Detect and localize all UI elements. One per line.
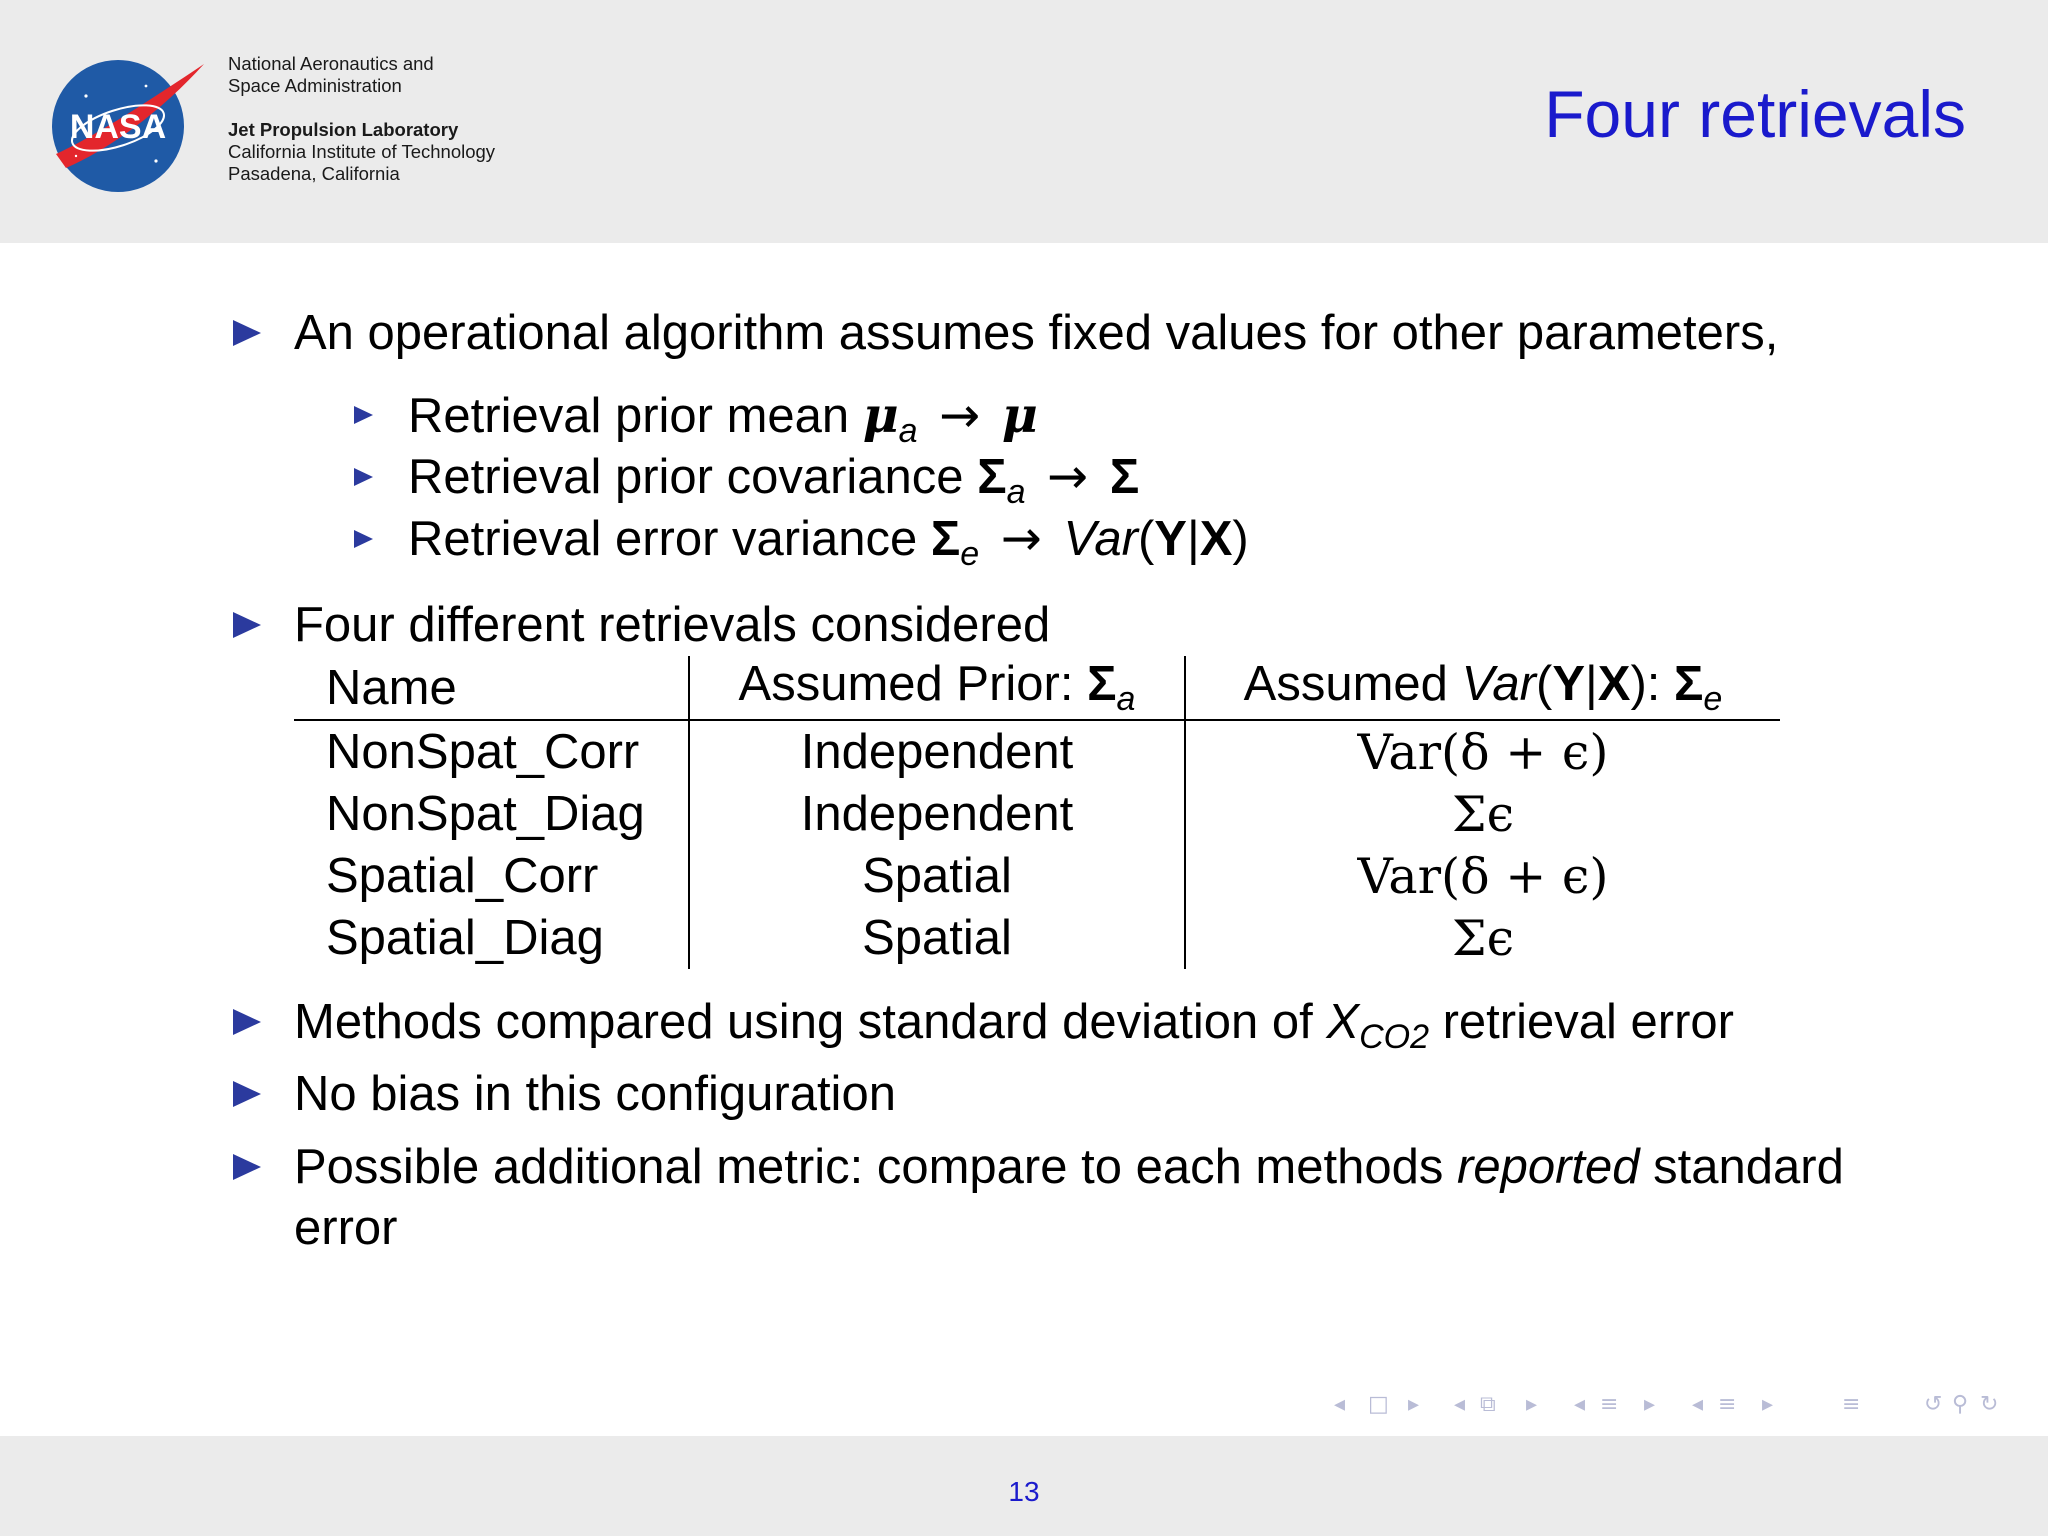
subscript-a: a	[1116, 680, 1136, 718]
y-symbol: Y	[1154, 512, 1187, 566]
arrow-symbol: →	[1000, 510, 1042, 567]
sub-bullet-3-text: Retrieval error variance	[408, 512, 918, 566]
bullet-4-text: No bias in this configuration	[294, 1067, 896, 1121]
subscript-e: e	[960, 535, 980, 573]
sub-bullet-1-text: Retrieval prior mean	[408, 389, 850, 443]
arrow-symbol: →	[939, 387, 981, 444]
cell-name: NonSpat_Diag	[326, 787, 645, 841]
nav-doc-icon[interactable]: ≡	[1718, 1392, 1737, 1417]
nasa-logo-icon	[46, 56, 206, 196]
organization-block	[228, 53, 495, 185]
cell-name: Spatial_Corr	[326, 849, 599, 903]
sub-bullet-3: Retrieval error variance $\Sigma_e \to Var(Y|X)$	[408, 510, 1249, 573]
table-row	[294, 907, 1780, 969]
mu-symbol: μ	[1001, 386, 1038, 444]
nav-section-icon[interactable]: ≡	[1600, 1392, 1619, 1417]
cell-name: Spatial_Diag	[326, 911, 604, 965]
bullet-marker	[233, 612, 261, 638]
sub-bullet-marker	[354, 406, 373, 424]
cell-variance: Σϵ	[1451, 909, 1515, 967]
sigma-symbol: Σ	[1109, 450, 1140, 504]
nav-prev-frame-icon[interactable]: ◂	[1334, 1392, 1346, 1417]
bullet-1-text: An operational algorithm assumes fixed values for other parameters,	[294, 306, 1779, 360]
lab-line-2: California Institute of Technology	[228, 141, 496, 162]
nav-next-subsection-icon[interactable]: ▸	[1526, 1392, 1538, 1417]
cell-prior: Independent	[689, 720, 1185, 783]
slide-title: Four retrievals	[1544, 77, 1966, 151]
nav-prev-section-icon[interactable]: ◂	[1574, 1392, 1586, 1417]
sigma-symbol: Σ	[1087, 657, 1117, 711]
bullet-5-text: Possible additional metric: compare to each methods	[294, 1140, 1444, 1194]
header-prior-label: Assumed Prior:	[738, 657, 1074, 711]
x-symbol: X	[1199, 512, 1233, 566]
bullet-marker	[233, 1081, 261, 1107]
sigma-symbol: Σ	[977, 450, 1007, 504]
subscript-e: e	[1703, 680, 1723, 718]
cell-variance: Σϵ	[1451, 785, 1515, 843]
cell-variance: Var(δ + ϵ)	[1357, 847, 1609, 905]
arrow-symbol: →	[1047, 448, 1089, 505]
bullet-3-tail: retrieval error	[1442, 995, 1734, 1049]
slide-body	[0, 243, 2048, 1436]
retrievals-table	[294, 656, 1780, 969]
table-header-row	[294, 656, 1780, 720]
sigma-symbol: Σ	[930, 512, 961, 566]
table-row	[294, 845, 1780, 907]
org-line-1: National Aeronautics and	[228, 53, 434, 74]
cell-prior: Independent	[689, 783, 1185, 845]
slide-footer	[0, 1436, 2048, 1536]
nav-search-icon[interactable]: ⚲	[1952, 1392, 1969, 1417]
nav-subsection-icon[interactable]: ⧉	[1480, 1392, 1496, 1417]
cell-variance: Var(δ + ϵ)	[1357, 723, 1609, 781]
nav-next-section-icon[interactable]: ▸	[1644, 1392, 1656, 1417]
sub-bullet-marker	[354, 530, 373, 548]
var-symbol: Var	[1063, 512, 1138, 566]
subscript-a: a	[1006, 473, 1026, 511]
bullet-5	[294, 1138, 1844, 1196]
nav-back-icon[interactable]: ↺	[1924, 1392, 1943, 1417]
cell-prior: Spatial	[689, 907, 1185, 969]
bullet-3	[294, 993, 1734, 1066]
nav-forward-icon[interactable]: ↻	[1980, 1392, 1999, 1417]
x-symbol: X	[1597, 657, 1631, 711]
header-variance-label: Assumed	[1243, 657, 1448, 711]
nav-next-doc-icon[interactable]: ▸	[1762, 1392, 1774, 1417]
mu-symbol: μ	[862, 386, 899, 444]
org-line-2: Space Administration	[228, 75, 402, 96]
header-prior	[689, 656, 1185, 720]
bullet-marker	[233, 1009, 261, 1035]
bullet-3-text: Methods compared using standard deviation of	[294, 995, 1313, 1049]
lab-line-3: Pasadena, California	[228, 163, 400, 184]
y-symbol: Y	[1552, 657, 1586, 711]
sub-bullet-2-text: Retrieval prior covariance	[408, 450, 964, 504]
var-symbol: Var	[1461, 657, 1536, 711]
subscript-a: a	[898, 412, 918, 450]
table-row	[294, 720, 1780, 783]
bullet-5-post: standard	[1653, 1140, 1844, 1194]
sub-bullet-marker	[354, 468, 373, 486]
nav-frame-icon[interactable]: □	[1368, 1392, 1389, 1417]
beamer-navigation	[1330, 1392, 2030, 1422]
bullet-marker	[233, 1154, 261, 1180]
nasa-logo-text: NASA	[69, 108, 167, 146]
bullet-5-emphasis: reported	[1457, 1140, 1640, 1194]
header-name: Name	[294, 656, 689, 720]
table-row	[294, 783, 1780, 845]
x-co2-symbol: X	[1326, 995, 1360, 1049]
bullet-marker	[233, 320, 261, 346]
sigma-symbol: Σ	[1673, 657, 1704, 711]
header-variance: Assumed Var(Y|X): $\Sigma_e$	[1185, 656, 1780, 720]
nav-appendix-icon[interactable]: ≡	[1842, 1392, 1861, 1417]
nav-prev-doc-icon[interactable]: ◂	[1692, 1392, 1704, 1417]
bullet-5-continuation: error	[294, 1201, 398, 1255]
page-number: 13	[1008, 1476, 1040, 1507]
cell-name: NonSpat_Corr	[326, 725, 640, 779]
slide-header	[0, 0, 2048, 243]
nav-prev-subsection-icon[interactable]: ◂	[1454, 1392, 1466, 1417]
nav-next-frame-icon[interactable]: ▸	[1408, 1392, 1420, 1417]
bullet-2-text: Four different retrievals considered	[294, 598, 1051, 652]
subscript-co2: CO2	[1359, 1018, 1429, 1056]
cell-prior: Spatial	[689, 845, 1185, 907]
lab-name: Jet Propulsion Laboratory	[228, 119, 459, 140]
